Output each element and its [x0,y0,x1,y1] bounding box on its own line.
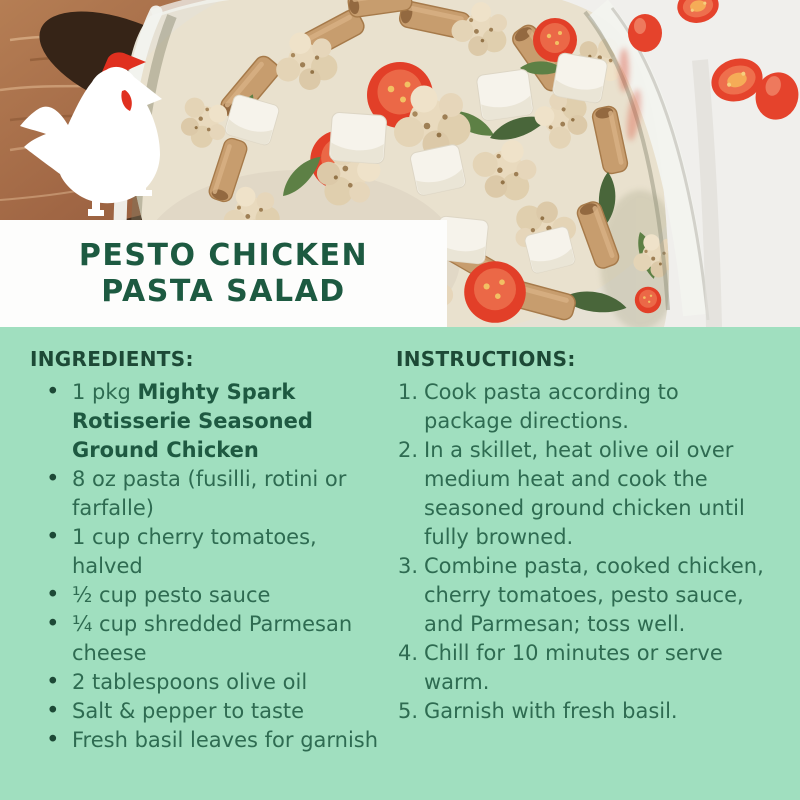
instruction-step: In a skillet, heat olive oil over medium heat and cook the seasoned ground chicken until fully browned. [424,438,745,549]
instructions-section [388,347,790,800]
instructions-list [396,378,769,726]
recipe-body [0,327,800,800]
instruction-step: Cook pasta according to package directions. [424,380,679,433]
instruction-step: Chill for 10 minutes or serve warm. [424,641,723,694]
instructions-heading: INSTRUCTIONS: [396,347,576,371]
instruction-step: Combine pasta, cooked chicken, cherry tomatoes, pesto sauce, and Parmesan; toss well. [424,554,764,636]
ingredients-section [30,347,388,800]
ingredients-heading: INGREDIENTS: [30,347,194,371]
ingredient-item: • 1 cup cherry tomatoes, halved [72,523,388,581]
instruction-step: Garnish with fresh basil. [424,699,678,723]
rooster-logo-icon [20,52,165,220]
ingredient-item: • ½ cup pesto sauce [72,581,388,610]
ingredient-item: • Salt & pepper to taste [72,697,388,726]
ingredient-item: • Fresh basil leaves for garnish [72,726,388,755]
ingredient-item: • 2 tablespoons olive oil [72,668,388,697]
recipe-title-line2: PASTA SALAD [101,273,346,309]
recipe-title-line1: PESTO CHICKEN [78,237,369,273]
title-band [0,220,447,327]
ingredient-item: • ¼ cup shredded Parmesan cheese [72,610,388,668]
ingredient-item: • 1 pkg Mighty Spark Rotisserie Seasoned Ground Chicken [72,378,388,465]
ingredient-item: • 8 oz pasta (fusilli, rotini or farfalle) [72,465,388,523]
ingredients-list [30,378,388,755]
